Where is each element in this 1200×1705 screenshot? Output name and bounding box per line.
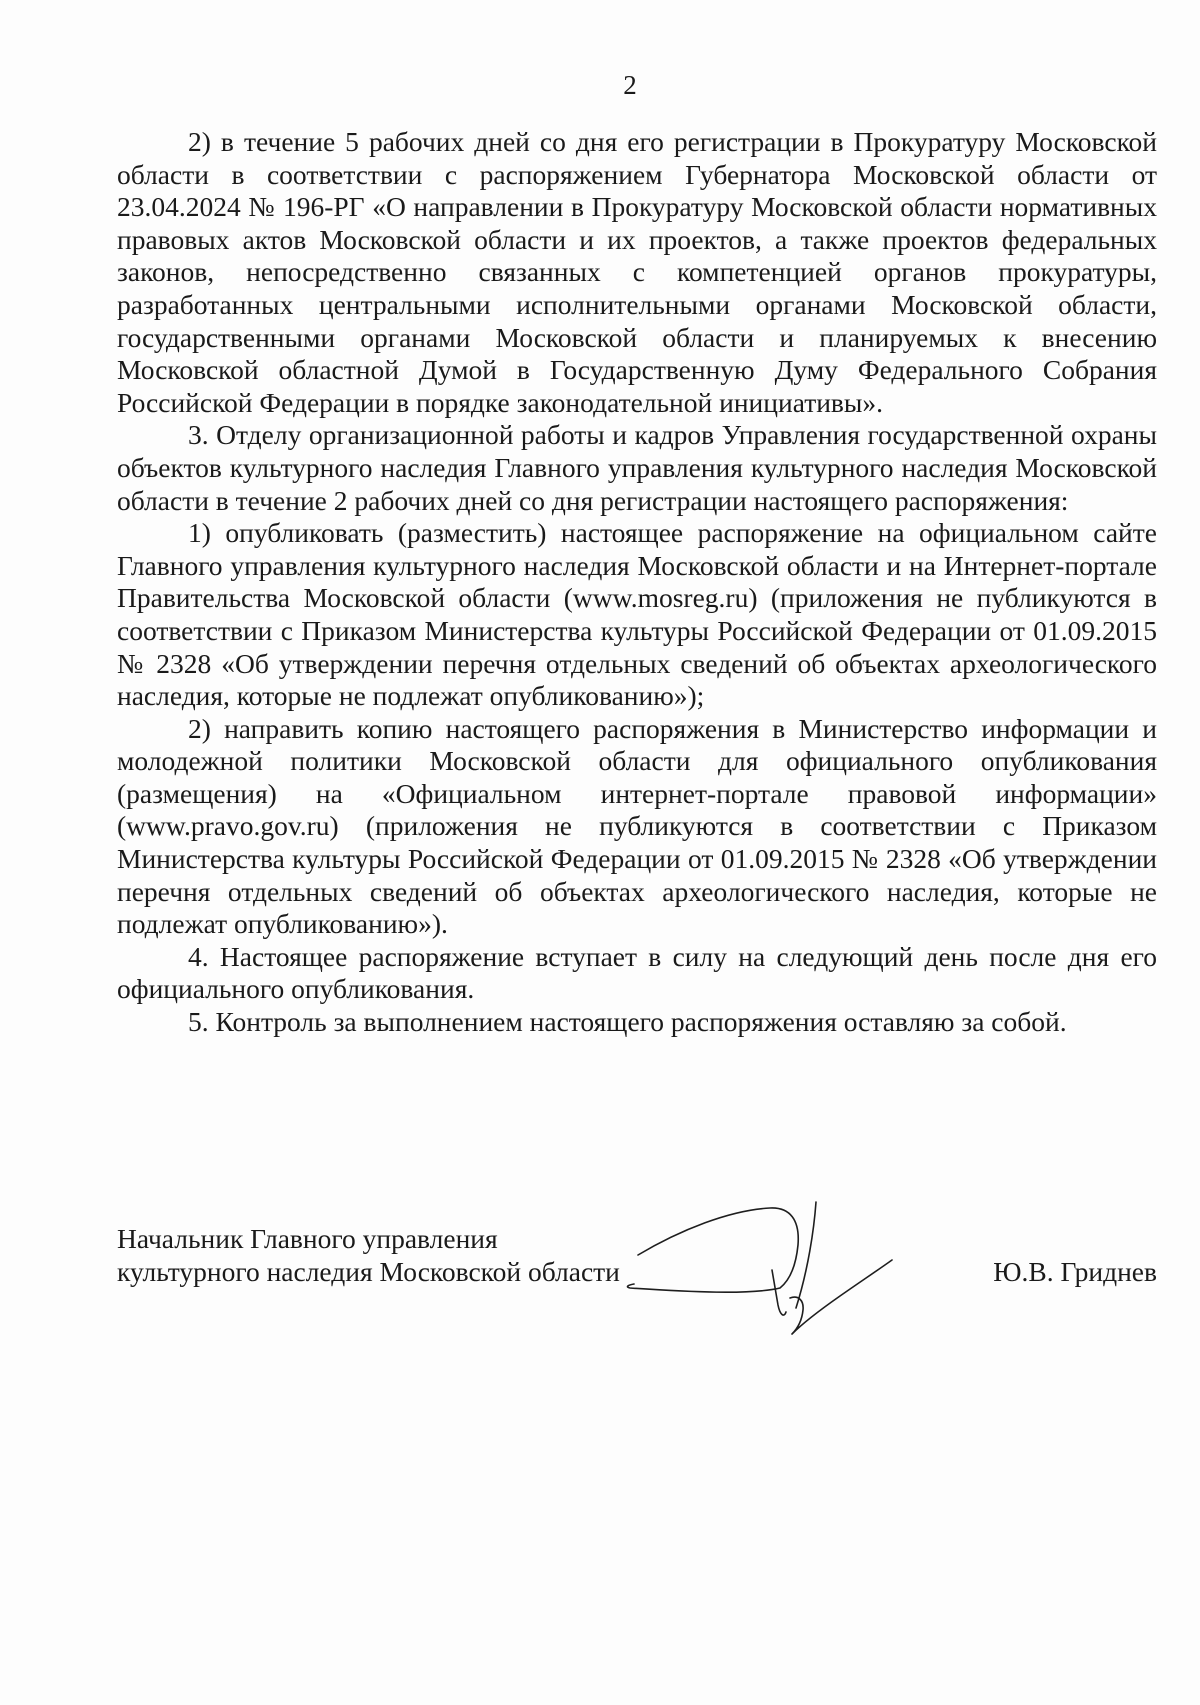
paragraph-item-2-send-copy: 2) направить копию настоящего распоряжения в Министерство информации и молодежной политики Московской области для официального опубликования (размещения) на «Официальном интернет-портале правовой информации» (www.pravo.gov.ru) (приложения не публикуются в соответствии с Приказом Министерства культуры Российской Федерации от 01.09.2015 № 2328 «Об утверждении перечня отдельных сведений об объектах археологического наследия, которые не подлежат опубликованию»). xyxy=(117,712,1157,940)
signatory-position-line-1: Начальник Главного управления xyxy=(117,1223,498,1254)
paragraph-5-control: 5. Контроль за выполнением настоящего распоряжения оставляю за собой. xyxy=(188,1006,1067,1038)
document-body xyxy=(117,126,1157,1039)
paragraph-item-2-prosecutor: 2) в течение 5 рабочих дней со дня его регистрации в Прокуратуру Московской области в соответствии с распоряжением Губернатора Московской области от 23.04.2024 № 196-РГ «О направлении в Прокуратуру Московской области нормативных правовых актов Московской области и их проектов, а также проектов федеральных законов, непосредственно связанных с компетенцией органов прокуратуры, разработанных центральными исполнительными органами Московской области, государственными органами Московской области и планируемых к внесению Московской областной Думой в Государственную Думу Федерального Собрания Российской Федерации в порядке законодательной инициативы». xyxy=(117,126,1157,418)
paragraph-3-department-task: 3. Отделу организационной работы и кадров Управления государственной охраны объектов культурного наследия Главного управления культурного наследия Московской области в течение 2 рабочих дней со дня регистрации настоящего распоряжения: xyxy=(117,419,1157,516)
paragraph-item-1-publish: 1) опубликовать (разместить) настоящее распоряжение на официальном сайте Главного управления культурного наследия Московской области и на Интернет-портале Правительства Московской области (www.mosreg.ru) (приложения не публикуются в соответствии с Приказом Министерства культуры Российской Федерации от 01.09.2015 № 2328 «Об утверждении перечня отдельных сведений об объектах археологического наследия, которые не подлежат опубликованию»); xyxy=(117,517,1157,712)
signatory-position-line-2: культурного наследия Московской области xyxy=(117,1256,620,1287)
handwritten-signature-icon xyxy=(620,1200,920,1340)
page-number: 2 xyxy=(623,70,637,100)
paragraph-4-effective-date: 4. Настоящее распоряжение вступает в силу на следующий день после дня его официального опубликования. xyxy=(117,940,1157,1005)
signatory-name: Ю.В. Гриднев xyxy=(993,1256,1157,1287)
